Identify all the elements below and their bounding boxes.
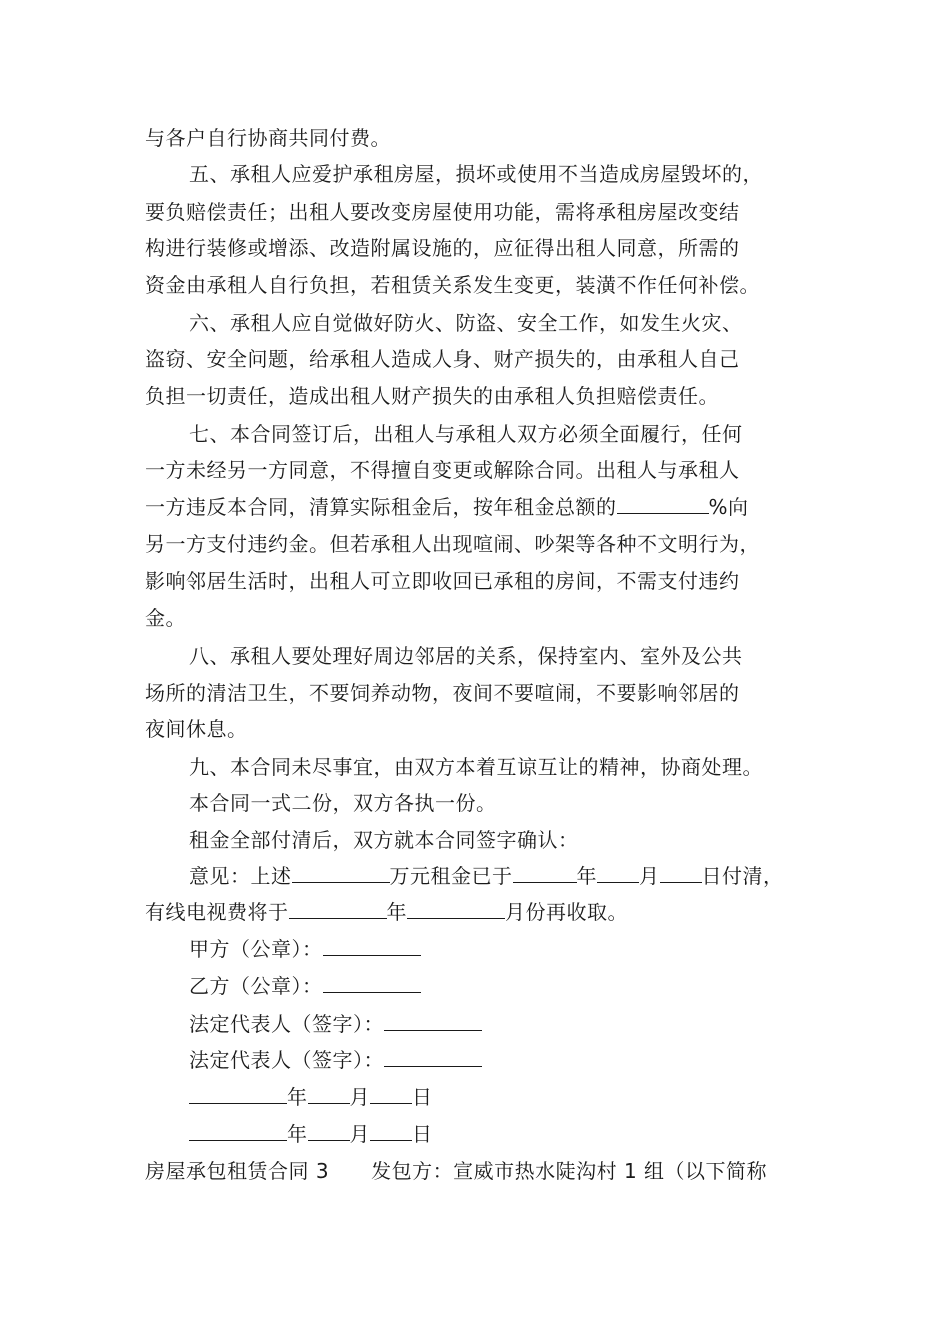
- party-a-label: 甲方（公章）：: [189, 937, 323, 961]
- clause-7-line: 七、本合同签订后，出租人与承租人双方必须全面履行，任何: [189, 422, 743, 446]
- signature-blank: [384, 1046, 482, 1067]
- party-b-label: 乙方（公章）：: [189, 974, 323, 998]
- date-text: 日: [412, 1122, 433, 1146]
- clause-8-line: 八、承租人要处理好周边邻居的关系，保持室内、室外及公共: [189, 644, 743, 668]
- contract-party-text: 发包方：宣威市热水陡沟村 1 组（以下简称: [371, 1159, 768, 1183]
- clause-5-line: 资金由承租人自行负担，若租赁关系发生变更，装潢不作任何补偿。: [145, 273, 760, 297]
- clause-7-line: 影响邻居生活时，出租人可立即收回已承租的房间，不需支付违约: [145, 569, 740, 593]
- clause-8-line: 夜间休息。: [145, 717, 248, 741]
- opinion-text: 年: [576, 864, 597, 888]
- clause-5-line: 要负赔偿责任；出租人要改变房屋使用功能，需将承租房屋改变结: [145, 200, 740, 224]
- clause-7-line: 一方未经另一方同意，不得擅自变更或解除合同。出租人与承租人: [145, 458, 740, 482]
- year-blank: [189, 1120, 287, 1141]
- month-blank: [597, 862, 639, 883]
- date-line: [189, 1083, 869, 1111]
- clause-7-text: %向: [708, 495, 749, 519]
- signature-blank: [323, 935, 421, 956]
- day-blank: [660, 862, 702, 883]
- date-text: 年: [287, 1085, 308, 1109]
- clause-9-line: 九、本合同未尽事宜，由双方本着互谅互让的精神，协商处理。: [189, 755, 763, 779]
- clause-6-line: 盗窃、安全问题，给承租人造成人身、财产损失的，由承租人自己: [145, 347, 740, 371]
- copies-line: 本合同一式二份，双方各执一份。: [189, 791, 497, 815]
- legal-rep-line: [189, 1010, 869, 1038]
- clause-6-line: 负担一切责任，造成出租人财产损失的由承租人负担赔偿责任。: [145, 384, 719, 408]
- clause-5-line: 五、承租人应爱护承租房屋，损坏或使用不当造成房屋毁坏的，: [189, 162, 763, 186]
- contract-title: 房屋承包租赁合同 3: [145, 1159, 330, 1183]
- year-blank: [189, 1083, 287, 1104]
- month-blank: [308, 1083, 350, 1104]
- year-blank: [289, 898, 387, 919]
- party-a-seal-line: [189, 935, 869, 963]
- cable-fee-line: [145, 898, 825, 926]
- opinion-text: 月: [639, 864, 660, 888]
- penalty-percent-blank: [617, 493, 709, 514]
- party-b-seal-line: [189, 972, 869, 1000]
- date-text: 月: [349, 1122, 370, 1146]
- date-text: 年: [287, 1122, 308, 1146]
- cable-fee-text: 月份再收取。: [505, 900, 628, 924]
- clause-7-text: 一方违反本合同，清算实际租金后，按年租金总额的: [145, 495, 617, 519]
- opinion-text: 万元租金已于: [389, 864, 513, 888]
- signature-blank: [323, 972, 421, 993]
- opinion-text: 意见：上述: [189, 864, 292, 888]
- legal-rep-line: [189, 1046, 869, 1074]
- next-contract-line: [145, 1157, 825, 1185]
- clause-8-line: 场所的清洁卫生，不要饲养动物，夜间不要喧闹，不要影响邻居的: [145, 681, 740, 705]
- month-blank: [308, 1120, 350, 1141]
- cable-fee-text: 年: [386, 900, 407, 924]
- clause-6-line: 六、承租人应自觉做好防火、防盗、安全工作，如发生火灾、: [189, 311, 743, 335]
- clause-7-line: 另一方支付违约金。但若承租人出现喧闹、吵架等各种不文明行为，: [145, 532, 760, 556]
- legal-rep-label: 法定代表人（签字）：: [189, 1012, 384, 1036]
- month-blank: [407, 898, 505, 919]
- amount-blank: [292, 862, 390, 883]
- day-blank: [370, 1120, 412, 1141]
- clause-7-line: 金。: [145, 606, 186, 630]
- clause-5-line: 构进行装修或增添、改造附属设施的，应征得出租人同意，所需的: [145, 236, 740, 260]
- confirmation-line: 租金全部付清后，双方就本合同签字确认：: [189, 828, 579, 852]
- date-text: 日: [412, 1085, 433, 1109]
- signature-blank: [384, 1010, 482, 1031]
- paragraph-line: 与各户自行协商共同付费。: [145, 126, 391, 150]
- day-blank: [370, 1083, 412, 1104]
- date-line: [189, 1120, 869, 1148]
- opinion-line: [189, 862, 869, 890]
- clause-7-line: [145, 493, 825, 521]
- legal-rep-label: 法定代表人（签字）：: [189, 1048, 384, 1072]
- year-blank: [513, 862, 577, 883]
- cable-fee-text: 有线电视费将于: [145, 900, 289, 924]
- date-text: 月: [349, 1085, 370, 1109]
- opinion-text: 日付清，: [701, 864, 784, 888]
